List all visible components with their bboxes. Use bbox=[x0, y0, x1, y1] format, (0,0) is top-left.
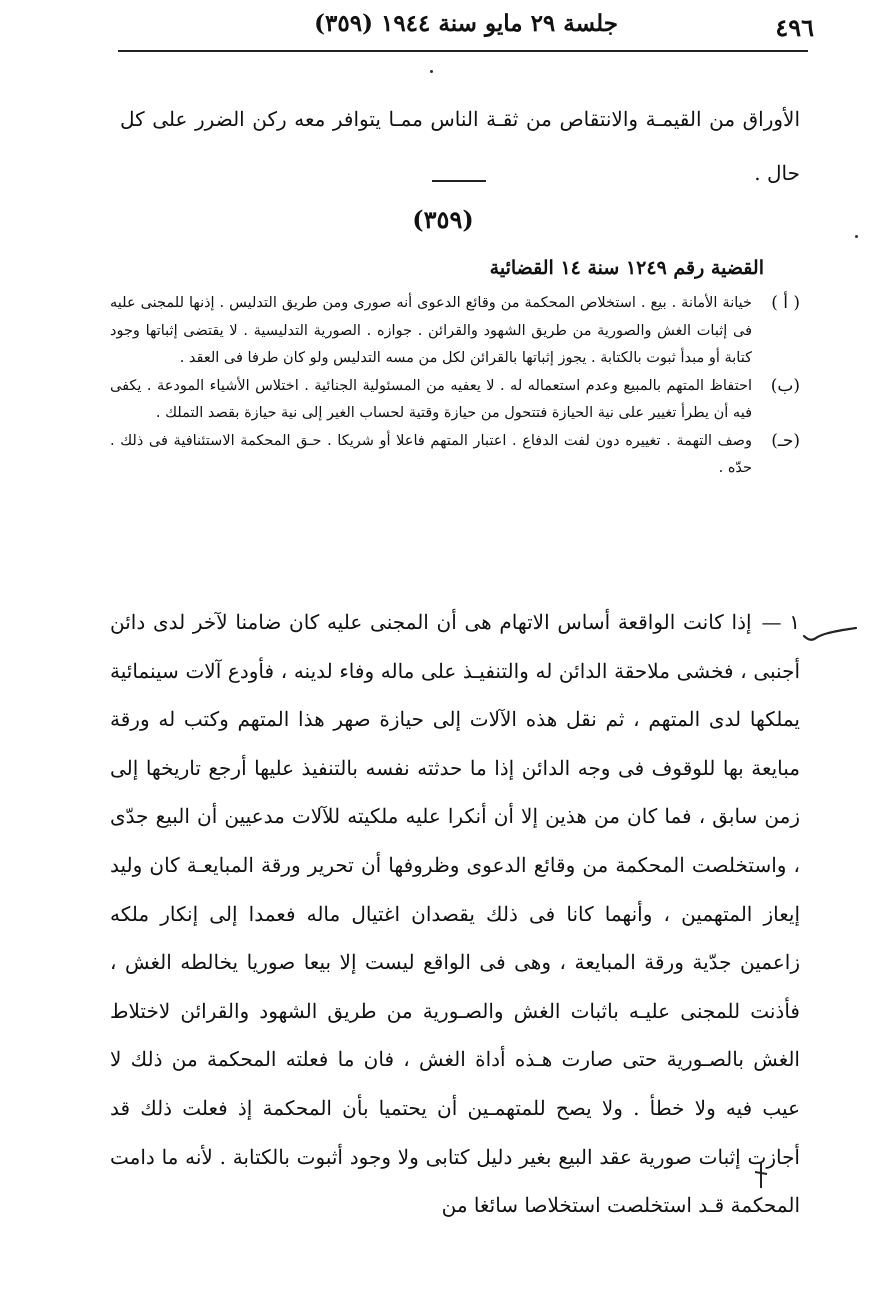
headnote-marker: (حـ) bbox=[771, 430, 800, 451]
case-number: (٣٥٩) bbox=[412, 205, 474, 234]
running-head: جلسة ٢٩ مايو سنة ١٩٤٤ (٣٥٩) bbox=[314, 10, 618, 37]
page-header bbox=[0, 0, 886, 56]
page-number: ٤٩٦ bbox=[775, 13, 814, 42]
headnote-text: وصف التهمة . تغييره دون لفت الدفاع . اعتبار المتهم فاعلا أو شريكا . حـق المحكمة الاستئنافية فى ذلك . حدّه . bbox=[110, 432, 752, 476]
headnotes bbox=[110, 290, 800, 483]
margin-pen-mark bbox=[800, 608, 860, 644]
headnote-text: احتفاظ المتهم بالمبيع وعدم استعماله له . لا يعفيه من المسئولية الجنائية . اختلاس الأشياء المودعة . يكفى فيه أن يطرأ تغيير على نية الحيازة فتتحول من حيازة وقتية لحساب الغير إلى نية حيازة بقصد التملك . bbox=[110, 377, 752, 421]
headnote-marker: ( أ ) bbox=[771, 293, 800, 313]
headnote-text: خيانة الأمانة . بيع . استخلاص المحكمة من وقائع الدعوى أنه صورى ومن طريق التدليس . إذنها للمجنى عليه فى إثبات الغش والصورية من طريق الشهود والقرائن . جوازه . الصورية التدليسية . لا يقتضى إثباتها وجود كتابة أو مبدأ ثبوت بالكتابة . يجوز إثباتها بالقرائن لكل من مسه التدليس ولو كان طرفا فى العقد . bbox=[110, 295, 752, 366]
headnote-c bbox=[110, 428, 800, 483]
paragraph-number: ١ — bbox=[761, 610, 800, 634]
main-paragraph bbox=[110, 598, 800, 1230]
headnote-marker: (ب) bbox=[770, 375, 800, 396]
headnote-b bbox=[110, 373, 800, 428]
header-rule bbox=[118, 50, 808, 52]
scan-speck bbox=[430, 70, 433, 73]
headnote-a bbox=[110, 290, 800, 373]
separator-rule bbox=[432, 180, 486, 182]
scan-speck bbox=[855, 235, 858, 238]
scan-edge-mark bbox=[751, 1160, 771, 1190]
carry-over-text: الأوراق من القيمـة والانتقاص من ثقـة الناس ممـا يتوافر معه ركن الضرر على كل حال . bbox=[120, 107, 800, 185]
paragraph-text: إذا كانت الواقعة أساس الاتهام هى أن المجنى عليه كان ضامنا لآخر لدى دائن أجنبى ، فخشى ملاحقة الدائن له والتنفيـذ على ماله وفاء لدينه ، فأودع آلات سينمائية يملكها لدى المتهم ، ثم نقل هذه الآلات إلى حيازة صهر هذا المتهم وكتب له ورقة مبايعة بها للوقوف فى وجه الدائن إذا ما حدثته نفسه بالتنفيذ عليها أرجع تاريخها إلى زمن سابق ، فما كان من هذين إلا أن أنكرا عليه ملكيته للآلات مدعيين أن البيع جدّى ، واستخلصت المحكمة من وقائع الدعوى وظروفها أن تحرير ورقة المبايعـة كان وليد إيعاز المتهمين ، وأنهما كانا فى ذلك يقصدان اغتيال ماله فعمدا إلى إنكار ملكه زاعمين جدّية ورقة المبايعة ، وهى فى الواقع ليست إلا بيعا صوريا يخالطه الغش ، فأذنت للمجنى عليـه باثبات الغش والصـورية من طريق الشهود والقرائن لاختلاط الغش بالصـورية حتى صارت هـذه أداة الغش ، فان ما فعلته المحكمة من ذلك لا عيب فيه ولا خطأ . ولا يصح للمتهمـين أن يحتميا بأن المحكمة إذ فعلت ذلك قد أجازت إثبات صورية عقد البيع بغير دليل كتابى ولا وجود أثبوت بالكتابة . لأنه ما دامت المحكمة قـد استخلصت استخلاصا سائغا من bbox=[110, 610, 800, 1218]
case-title: القضية رقم ١٢٤٩ سنة ١٤ القضائية bbox=[489, 257, 764, 279]
